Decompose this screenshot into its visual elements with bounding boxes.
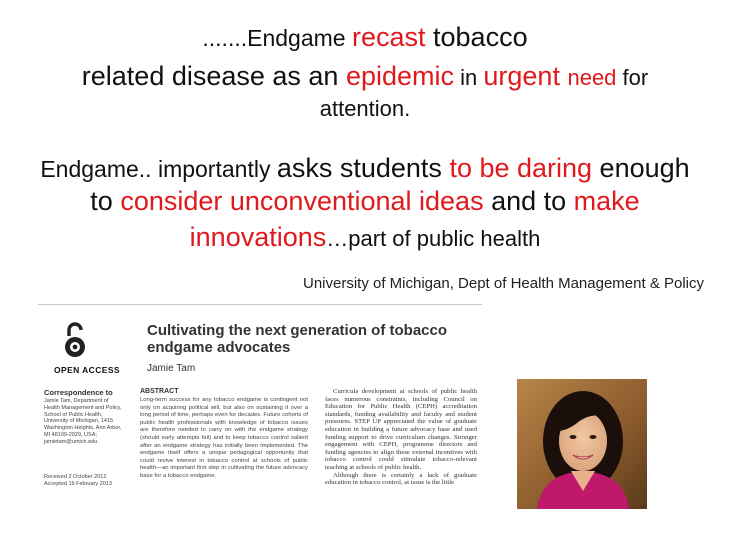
- headline-highlight: recast: [351, 22, 426, 52]
- paper-title: Cultivating the next generation of tobacco endgame advocates: [147, 322, 448, 356]
- paper-author: Jamie Tam: [147, 363, 196, 374]
- attribution: University of Michigan, Dept of Health Management & Policy: [302, 275, 704, 292]
- quote-highlight: innovations: [189, 222, 327, 252]
- quote-text: Endgame.. importantly: [40, 156, 277, 182]
- quote-line-2: [0, 186, 730, 217]
- open-access-label: OPEN ACCESS: [54, 365, 120, 375]
- abstract-text: Long-term success for any tobacco endgame is contingent not only on acquiring political will, but also on sustaining it over a long period of time, perhaps even for decades. Future cohorts of public health professionals with knowledge of tobacco issues are therefore needed to carry on with the endgame strategy (should early attempts fail) and to keep tobacco control salient after an endgame strategy has initially been implemented. The endgame itself offers a unique pedagogical opportunity that could revive interest in tobacco control at schools of public health—an important first step in cultivating the future advocacy base for a tobacco endgame.: [140, 397, 308, 479]
- quote-text: …part of public health: [326, 226, 541, 251]
- quote-line-1: [0, 153, 730, 184]
- paper-body: [325, 388, 477, 487]
- open-access-icon: [63, 320, 87, 360]
- body-paragraph: Curricula development at schools of public health faces numerous constraints, including Council on Education for Public Health (CEPH) accreditation standards, funding availability and faculty and student pressures. STEP UP appreciated the value of graduate education in building a future advocacy base and used funding support to drive curriculum changes. Stronger engagement with CEPH, programme directors and funding agencies to align these external incentives with tobacco control could stimulate tobacco-relevant teaching at schools of public health.: [325, 388, 477, 471]
- headline-line-2: [0, 61, 730, 92]
- headline-text: tobacco: [425, 22, 528, 52]
- paper-excerpt: [38, 314, 482, 546]
- headline-text: .......Endgame: [202, 25, 352, 51]
- headline-line-1: [0, 22, 730, 53]
- headline-line-3: attention.: [319, 96, 411, 121]
- headline-text: in: [454, 65, 484, 90]
- quote-highlight: make: [573, 186, 640, 216]
- headline-text: for: [616, 65, 649, 90]
- author-photo: [517, 379, 647, 509]
- quote-line-3: [0, 222, 730, 253]
- quote-highlight: to be daring: [449, 153, 593, 183]
- quote-text: to: [90, 186, 121, 216]
- abstract-heading: ABSTRACT: [140, 388, 179, 395]
- headline-highlight: urgent: [483, 61, 560, 91]
- received-dates: Received 2 October 2012 Accepted 19 February 2013: [44, 474, 112, 487]
- quote-text: enough: [592, 153, 690, 183]
- quote-text: and to: [483, 186, 574, 216]
- quote-highlight: consider unconventional ideas: [120, 186, 484, 216]
- headline-highlight: epidemic: [345, 61, 455, 91]
- quote-text: asks students: [276, 153, 450, 183]
- correspondence-heading: Correspondence to: [44, 388, 113, 397]
- body-paragraph: Although there is certainly a lack of graduate education in tobacco control, at issue is the little: [325, 471, 477, 487]
- headline-text: related disease as an: [81, 61, 346, 91]
- divider: [38, 304, 482, 305]
- correspondence-text: Jamie Tam, Department of Health Management and Policy, School of Public Health, University of Michigan, 1415 Washington Heights, Ann Arbor, MI 48109-2029, USA; jamietam@umich.edu: [44, 398, 122, 445]
- headline-highlight: need: [567, 65, 617, 90]
